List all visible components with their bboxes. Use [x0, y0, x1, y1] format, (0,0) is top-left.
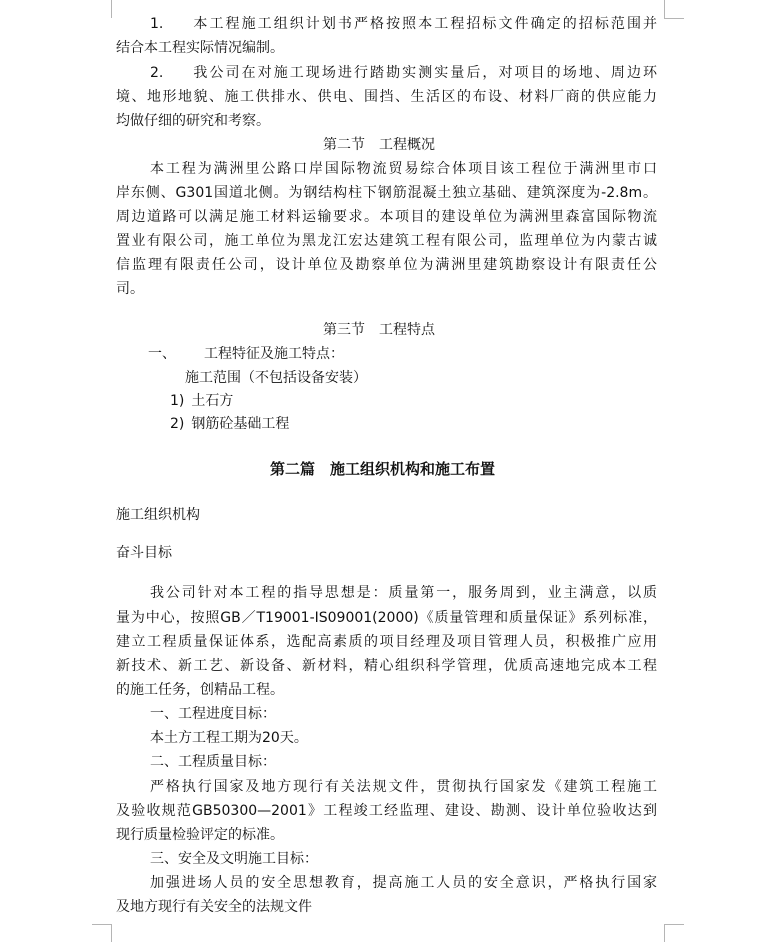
paragraph-line: 加强进场人员的安全思想教育，提高施工人员的安全意识，严格执行国家 — [150, 875, 657, 891]
paragraph-line: 本工程为满洲里公路口岸国际物流贸易综合体项目该工程位于满洲里市口 — [150, 161, 657, 177]
crop-mark-top-left — [111, 0, 112, 18]
paragraph-line: 的施工任务，创精品工程。 — [116, 682, 284, 698]
paragraph-line: 新技术、新工艺、新设备、新材料，精心组织科学管理，优质高速地完成本工程 — [116, 658, 657, 674]
paragraph-line: 我公司针对本工程的指导思想是：质量第一，服务周到，业主满意，以质 — [150, 585, 657, 601]
crop-mark-bottom-left-horizontal — [92, 924, 112, 925]
crop-mark-top-right-vertical — [664, 0, 665, 18]
paragraph-line: 置业有限公司，施工单位为黑龙江宏达建筑工程有限公司，监理单位为内蒙古诚 — [116, 233, 657, 249]
paragraph-line: 司。 — [116, 281, 144, 297]
crop-mark-top-right-horizontal — [664, 18, 684, 19]
paragraph-line: 严格执行国家及地方现行有关法规文件，贯彻执行国家发《建筑工程施工 — [150, 779, 657, 795]
crop-mark-bottom-left-vertical — [111, 924, 112, 942]
goal-heading: 三、安全及文明施工目标： — [150, 851, 318, 867]
crop-mark-bottom-right-horizontal — [664, 924, 684, 925]
paragraph-line: 及验收规范GB50300—2001》工程竣工经监理、建设、勘测、设计单位验收达到 — [116, 803, 657, 819]
paragraph-line: 量为中心，按照GB／T19001-IS09001(2000)《质量管理和质量保证》系列标准， — [116, 610, 657, 626]
paragraph-line: 信监理有限责任公司，设计单位及勘察单位为满洲里建筑勘察设计有限责任公 — [116, 257, 657, 273]
section-heading: 第三节 工程特点 — [323, 322, 435, 338]
paragraph-line: 及地方现行有关安全的法规文件 — [116, 899, 312, 915]
subheading: 施工组织机构 — [116, 507, 200, 523]
crop-mark-bottom-right-vertical — [664, 924, 665, 942]
paragraph-line: 建立工程质量保证体系，选配高素质的项目经理及项目管理人员，积极推广应用 — [116, 634, 657, 650]
paragraph-line: 均做仔细的研究和考察。 — [116, 113, 270, 129]
paragraph-line: 1. 本工程施工组织计划书严格按照本工程招标文件确定的招标范围并 — [150, 16, 657, 32]
list-heading: 一、 工程特征及施工特点： — [148, 346, 344, 362]
goal-heading: 一、工程进度目标： — [150, 706, 276, 722]
subheading: 奋斗目标 — [116, 545, 172, 561]
scope-label: 施工范围（不包括设备安装） — [185, 370, 367, 386]
paragraph-line: 现行质量检验评定的标准。 — [116, 827, 284, 843]
paragraph-line: 境、地形地貌、施工供排水、供电、围挡、生活区的布设、材料厂商的供应能力 — [116, 89, 657, 105]
paragraph-line: 岸东侧、G301国道北侧。为钢结构柱下钢筋混凝土独立基础、建筑深度为-2.8m。 — [116, 185, 657, 201]
list-item: 2) 钢筋砼基础工程 — [170, 416, 290, 432]
paragraph-line: 结合本工程实际情况编制。 — [116, 40, 284, 56]
list-item: 1) 土石方 — [170, 393, 234, 409]
paragraph-line: 本土方工程工期为20天。 — [150, 730, 308, 746]
paragraph-line: 周边道路可以满足施工材料运输要求。本项目的建设单位为满洲里森富国际物流 — [116, 209, 657, 225]
chapter-heading: 第二篇 施工组织机构和施工布置 — [270, 460, 496, 478]
section-heading: 第二节 工程概况 — [323, 137, 435, 153]
paragraph-line: 2. 我公司在对施工现场进行踏勘实测实量后，对项目的场地、周边环 — [150, 65, 657, 81]
goal-heading: 二、工程质量目标： — [150, 754, 276, 770]
